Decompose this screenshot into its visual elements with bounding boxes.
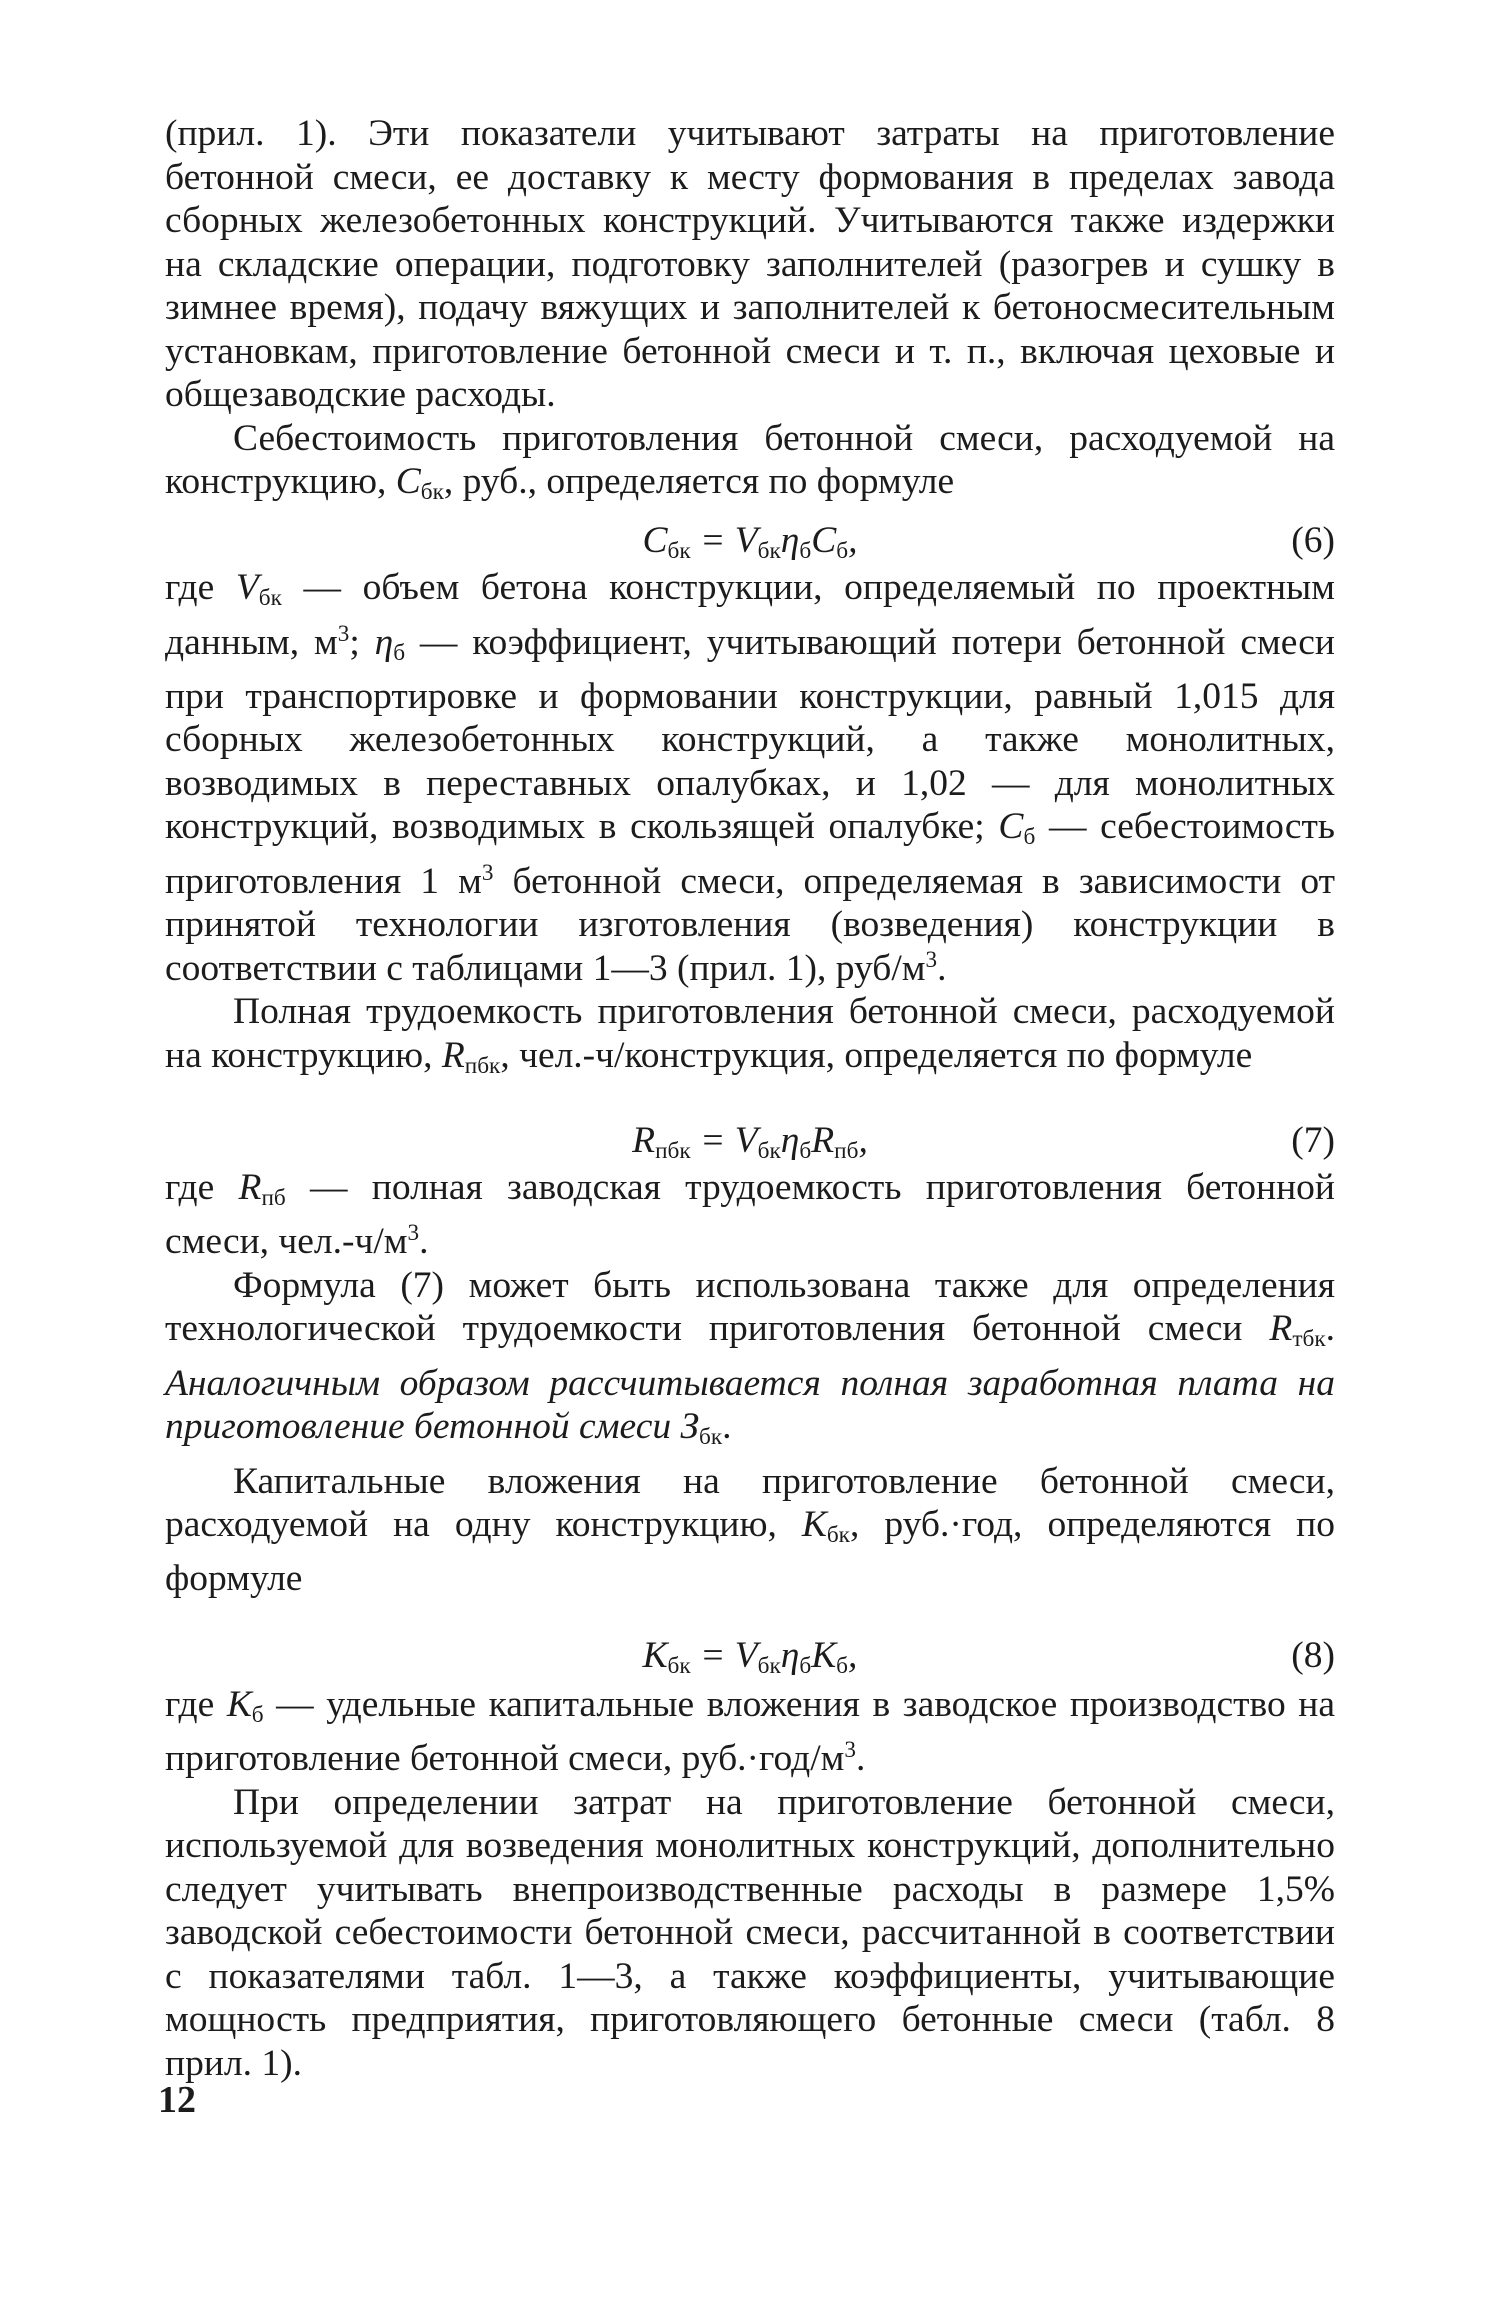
formula-6-number: (6) <box>1291 520 1335 562</box>
document-page <box>165 112 1335 2085</box>
paragraph-4: Полная трудоемкость приготовления бетонной смеси, расходуемой на конструкцию, $R_{пбк}$, чел.-ч/конструкция, определяется по формуле <box>165 991 1335 1079</box>
formula-6-expression: $С_{бк} = V_{бк}\eta_бС_б$, <box>642 520 858 565</box>
formula-8-expression: $К_{бк} = V_{бк}\eta_бК_б$, <box>642 1634 858 1679</box>
paragraph-1: (прил. 1). Эти показатели учитывают затраты на приготовление бетонной смеси, ее доставку к месту формования в пределах завода сборных железобетонных конструкций. Учитываются также издержки на складские операции, подготовку заполнителей (разогрев и сушку в зимнее время), подачу вяжущих и заполнителей к бетоносмесительным установкам, приготовление бетонной смеси и т. п., включая цеховые и общезаводские расходы. <box>165 113 1335 415</box>
paragraph-5: где $R_{пб}$ — полная заводская трудоемкость приготовления бетонной смеси, $чел.-ч/м^3$. <box>165 1167 1335 1263</box>
formula-7-expression: $R_{пбк} = V_{бк}\eta_бR_{пб}$, <box>632 1120 868 1164</box>
paragraph-6: Формула (7) может быть использована также для определения технологической трудоемкости приготовления бетонной смеси $R_{тбк}$. Аналогичным образом рассчитывается полная заработная плата на приготовление бетонной смеси $З_{бк}$. <box>165 1264 1335 1450</box>
paragraph-2: Себестоимость приготовления бетонной смеси, расходуемой на конструкцию, $С_{бк}$, руб., определяется по формуле <box>165 417 1335 505</box>
paragraph-7: Капитальные вложения на приготовление бетонной смеси, расходуемой на одну конструкцию, $К_{бк}$, руб.·год, определяются по формуле <box>165 1460 1335 1600</box>
paragraph-9: При определении затрат на приготовление бетонной смеси, используемой для возведения монолитных конструкций, дополнительно следует учитывать внепроизводственные расходы в размере 1,5% заводской себестоимости бетонной смеси, рассчитанной в соответствии с показателями табл. 1—3, а также коэффициенты, учитывающие мощность предприятия, приготовляющего бетонные смеси (табл. 8 прил. 1). <box>165 1781 1335 2084</box>
formula-7 <box>165 1116 1335 1166</box>
paragraph-3: где $V_{бк}$ — объем бетона конструкции, определяемый по проектным данным, $м^3$; $\eta_б$ — коэффициент, учитывающий потери бетонной смеси при транспортировке и формовании конструкции, равный 1,015 для сборных железобетонных конструкций, а также монолитных, возводимых в переставных опалубках, и 1,02 — для монолитных конструкций, возводимых в скользящей опалубке; $С_б$ — себестоимость приготовления 1 $м^3$ бетонной смеси, определяемая в зависимости от принятой технологии изготовления (возведения) конструкции в соответствии с таблицами 1—3 (прил. 1), руб/$м^3$. <box>165 567 1336 989</box>
paragraph-8: где $К_б$ — удельные капитальные вложения в заводское производство на приготовление бетонной смеси, $руб.\cdot год/м^3$. <box>165 1683 1335 1780</box>
formula-7-number: (7) <box>1291 1120 1335 1162</box>
formula-6 <box>165 516 1335 566</box>
page-number: 12 <box>158 2079 196 2121</box>
formula-8-number: (8) <box>1291 1634 1335 1676</box>
formula-8 <box>165 1631 1335 1681</box>
